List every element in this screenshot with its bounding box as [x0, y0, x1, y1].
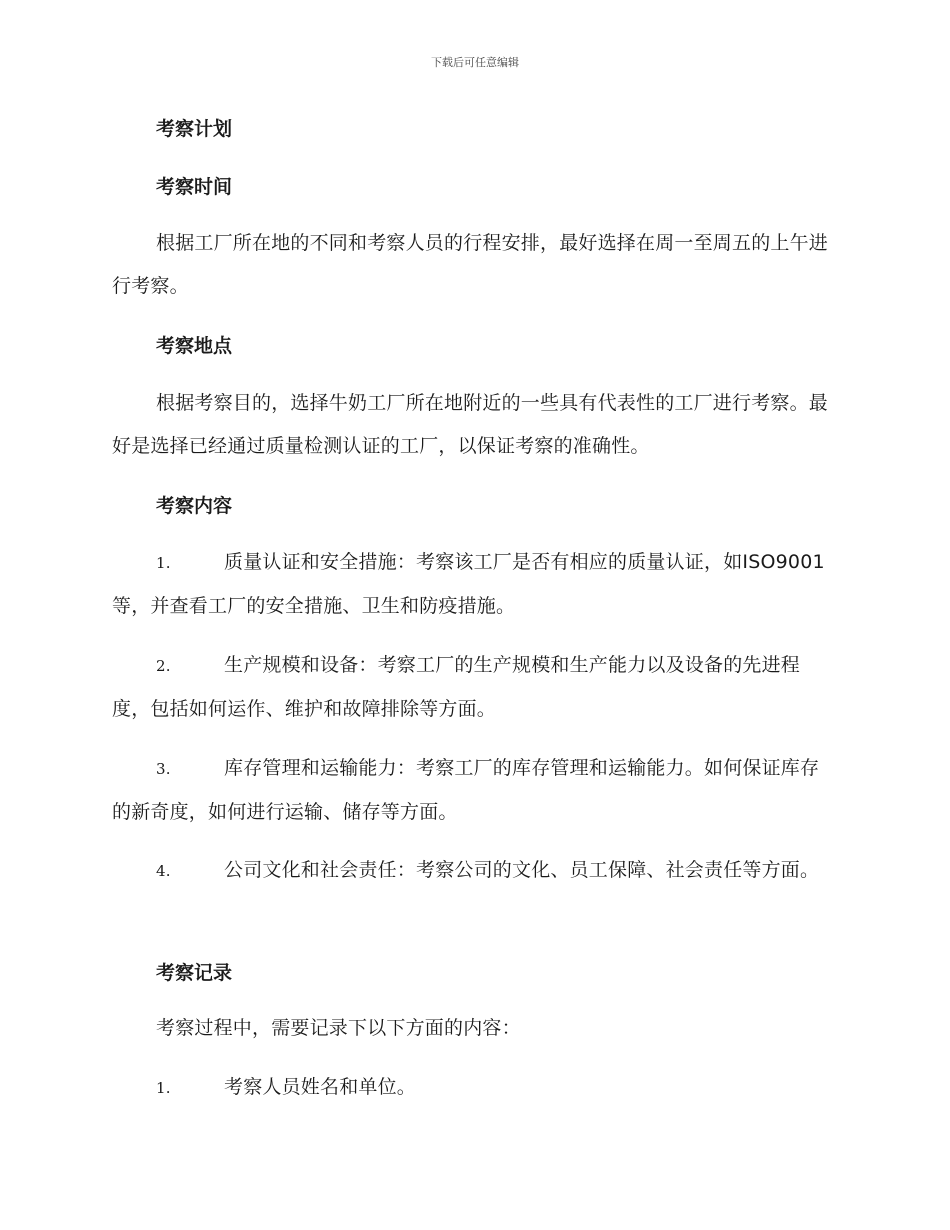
list-item [112, 747, 836, 834]
paragraph-time: 根据工厂所在地的不同和考察人员的行程安排，最好选择在周一至周五的上午进行考察。 [112, 232, 829, 297]
list-item-text: 考察人员姓名和单位。 [224, 1076, 417, 1098]
list-item-number: 2. [156, 657, 171, 675]
list-item-number: 1. [156, 554, 171, 572]
list-item-text: 质量认证和安全措施：考察该工厂是否有相应的质量认证，如ISO9001等，并查看工厂的安全措施、卫生和防疫措施。 [112, 551, 825, 617]
heading-plan: 考察计划 [156, 118, 233, 140]
list-item [112, 644, 836, 731]
list-item [112, 1066, 836, 1110]
list-item-number: 1. [156, 1079, 171, 1097]
paragraph-place: 根据考察目的，选择牛奶工厂所在地附近的一些具有代表性的工厂进行考察。最好是选择已经通过质量检测认证的工厂，以保证考察的准确性。 [112, 392, 829, 457]
page-header-note: 下载后可任意编辑 [431, 56, 519, 69]
list-item-text: 生产规模和设备：考察工厂的生产规模和生产能力以及设备的先进程度，包括如何运作、维护和故障排除等方面。 [112, 654, 801, 720]
heading-time: 考察时间 [156, 176, 233, 198]
list-item-number: 3. [156, 760, 171, 778]
list-item-text: 库存管理和运输能力：考察工厂的库存管理和运输能力。如何保证库存的新奇度，如何进行运输、储存等方面。 [112, 757, 820, 823]
list-item [112, 541, 836, 628]
heading-content: 考察内容 [156, 495, 233, 517]
heading-place: 考察地点 [156, 335, 233, 357]
paragraph-record: 考察过程中，需要记录下以下方面的内容： [156, 1017, 521, 1039]
list-item-text: 公司文化和社会责任：考察公司的文化、员工保障、社会责任等方面。 [224, 859, 820, 881]
list-item-number: 4. [156, 862, 171, 880]
list-item [112, 849, 836, 893]
heading-record: 考察记录 [156, 962, 233, 984]
